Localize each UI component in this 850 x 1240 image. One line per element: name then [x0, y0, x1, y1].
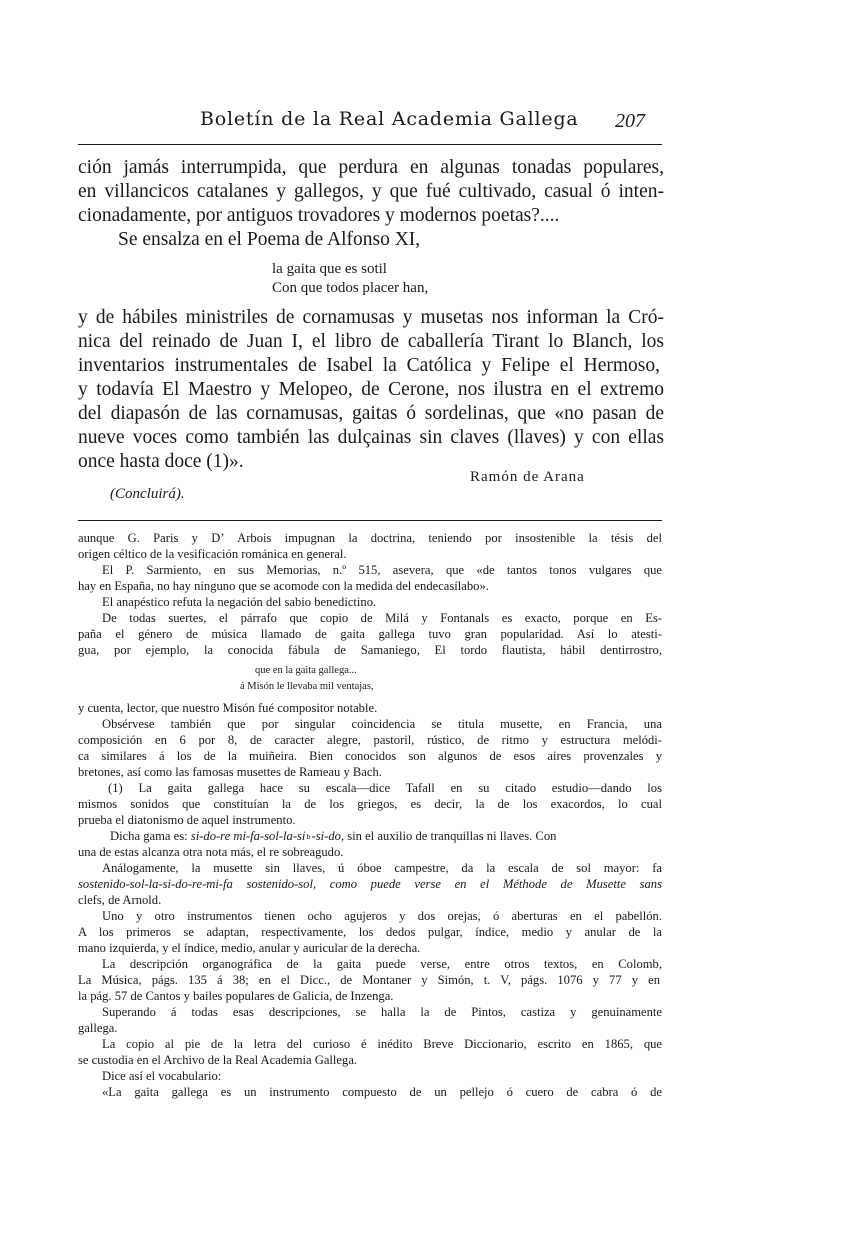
note-line: Obsérvese también que por singular coincidencia se titula musette, en Francia, una: [102, 717, 662, 731]
notes-rule: [78, 520, 662, 521]
note-line: La copio al pie de la letra del curioso é inédito Breve Diccionario, escrito en 1865, que: [102, 1037, 662, 1051]
body-line: once hasta doce (1)».: [78, 451, 244, 472]
note-line: El P. Sarmiento, en sus Memorias, n.º 515, asevera, que «de tantos tonos vulgares que: [102, 563, 662, 577]
note-line: origen céltico de la vesificación románica en general.: [78, 547, 347, 561]
author-signature: Ramón de Arana: [470, 469, 585, 485]
body-line: cionadamente, por antiguos trovadores y modernos poetas?....: [78, 205, 560, 226]
note-line: mano izquierda, y el índice, medio, anular y auricular de la derecha.: [78, 941, 421, 955]
note-line: sostenido-sol-la-si-do-re-mi-fa sostenido-sol, como puede verse en el Méthode de Musette sans: [78, 877, 662, 891]
note-line: clefs, de Arnold.: [78, 893, 162, 907]
scale-notes-b: -si-do,: [311, 829, 345, 843]
note-line: gua, por ejemplo, la conocida fábula de Samaniego, El tordo flautista, hábil dentirrostro,: [78, 643, 662, 657]
body-line: y de hábiles ministriles de cornamusas y musetas nos informan la Cró-: [78, 307, 664, 328]
note-line: Dice así el vocabulario:: [102, 1069, 222, 1083]
note-line: se custodia en el Archivo de la Real Academia Gallega.: [78, 1053, 358, 1067]
body-line: del diapasón de las cornamusas, gaitas ó sordelinas, que «no pasan de: [78, 403, 664, 424]
footnote-1-line: (1) La gaita gallega hace su escala—dice Tafall en su citado estudio—dando los: [108, 781, 662, 795]
note-verse-line: á Misón le llevaba mil ventajas,: [240, 681, 374, 692]
verse-line: la gaita que es sotil: [272, 261, 387, 277]
running-title: Boletín de la Real Academia Gallega: [200, 108, 579, 130]
note-line: «La gaita gallega es un instrumento compuesto de un pellejo ó cuero de cabra ó de: [102, 1085, 662, 1099]
note-line: A los primeros se adaptan, respectivamente, los dedos pulgar, índice, medio y anular de la: [78, 925, 662, 939]
body-line: ción jamás interrumpida, que perdura en algunas tonadas populares,: [78, 157, 664, 178]
note-line: Uno y otro instrumentos tienen ocho agujeros y dos orejas, ó aberturas en el pabellón.: [102, 909, 662, 923]
scale-suffix: sin el auxilio de tranquillas ni llaves. Con: [347, 829, 557, 843]
continuation-note: (Concluirá).: [110, 486, 185, 502]
note-verse-line: que en la gaita gallega...: [255, 665, 357, 676]
note-line: mismos sonidos que constituían la de los griegos, es decir, la de los exacordos, lo cual: [78, 797, 662, 811]
note-line: paña el género de música llamado de gaita gallega tuvo gran popularidad. Así lo atesti-: [78, 627, 662, 641]
body-line: y todavía El Maestro y Melopeo, de Cerone, nos ilustra en el extremo: [78, 379, 664, 400]
scale-notes-a: si-do-re mi-fa-sol-la-si: [190, 829, 306, 843]
body-line: nueve voces como también las dulçainas sin claves (llaves) y con ellas: [78, 427, 664, 448]
note-line: ca similares á los de la muiñeira. Bien conocidos son algunos de esos aires provenzales y: [78, 749, 662, 763]
note-line: hay en España, no hay ninguno que se acomode con la medida del endecasílabo».: [78, 579, 489, 593]
note-line: De todas suertes, el párrafo que copio de Milá y Fontanals es exacto, porque en Es-: [102, 611, 662, 625]
scale-line: [110, 828, 556, 845]
note-line: y cuenta, lector, que nuestro Misón fué compositor notable.: [78, 701, 378, 715]
note-line: gallega.: [78, 1021, 118, 1035]
verse-line: Con que todos placer han,: [272, 280, 429, 296]
note-line: una de estas alcanza otra nota más, el re sobreagudo.: [78, 845, 344, 859]
scale-prefix: Dicha gama es:: [110, 829, 188, 843]
body-line: nica del reinado de Juan I, el libro de caballería Tirant lo Blanch, los: [78, 331, 664, 352]
note-line: Análogamente, la musette sin llaves, ú óboe campestre, da la escala de sol mayor: fa: [102, 861, 662, 875]
note-line: aunque G. Paris y Dʼ Arbois impugnan la doctrina, teniendo por insostenible la tésis del: [78, 531, 662, 545]
flat-superscript: b: [306, 833, 311, 841]
header-rule: [78, 144, 662, 145]
note-line: La Música, págs. 135 á 38; en el Dicc., de Montaner y Simón, t. V, págs. 1076 y 77 y en: [78, 973, 660, 987]
note-line: La descripción organográfica de la gaita puede verse, entre otros textos, en Colomb,: [102, 957, 662, 971]
page-number: 207: [615, 110, 645, 132]
note-line: Superando á todas esas descripciones, se halla la de Pintos, castiza y genuinamente: [102, 1005, 662, 1019]
note-line: bretones, así como las famosas musettes de Rameau y Bach.: [78, 765, 382, 779]
note-line: prueba el diatonismo de aquel instrumento.: [78, 813, 296, 827]
body-line: en villancicos catalanes y gallegos, y que fué cultivado, casual ó inten-: [78, 181, 664, 202]
body-line: inventarios instrumentales de Isabel la Católica y Felipe el Hermoso,: [78, 355, 660, 376]
note-line: composición en 6 por 8, de caracter alegre, pastoril, rústico, de ritmo y estructura melódi-: [78, 733, 662, 747]
body-line: Se ensalza en el Poema de Alfonso XI,: [118, 229, 421, 250]
note-line: El anapéstico refuta la negación del sabio benedictino.: [102, 595, 377, 609]
note-line: la pág. 57 de Cantos y bailes populares de Galicia, de Inzenga.: [78, 989, 394, 1003]
